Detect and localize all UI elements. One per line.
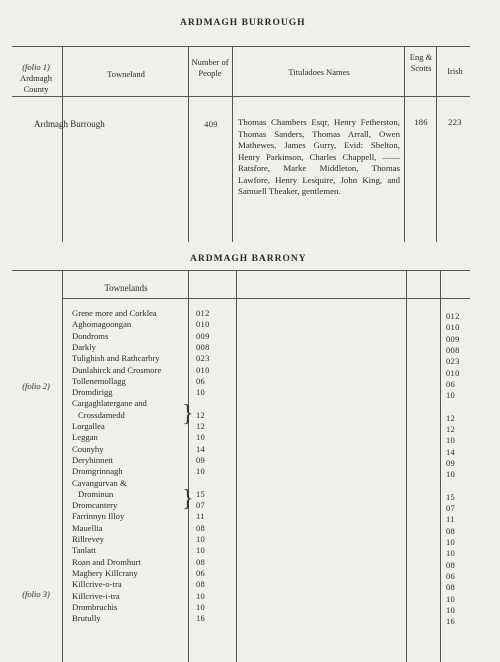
irish-count: 008 bbox=[446, 344, 460, 355]
table2-col-divider bbox=[236, 270, 237, 662]
table1-col-divider bbox=[188, 46, 189, 242]
irish-count: 08 bbox=[446, 525, 456, 536]
brace-icon: } bbox=[182, 486, 194, 512]
number-of-people: 08 bbox=[196, 522, 206, 533]
towneland-name: Aghomagoongan bbox=[72, 319, 132, 330]
folio-2-label: (folio 2) bbox=[22, 381, 50, 391]
irish-count: 16 bbox=[446, 616, 456, 627]
header-tituladoes-names: Tituladoes Names bbox=[288, 67, 350, 77]
towneland-name: Dromgrinnagh bbox=[72, 466, 123, 477]
irish-count: 10 bbox=[446, 604, 456, 615]
table1-top-rule bbox=[12, 46, 470, 47]
table2-col-divider bbox=[406, 270, 407, 662]
number-of-people: 10 bbox=[196, 432, 206, 443]
number-of-people: 10 bbox=[196, 387, 206, 398]
number-of-people: 10 bbox=[196, 466, 206, 477]
folio-3-label: (folio 3) bbox=[22, 589, 50, 599]
towneland-name: Dromcantery bbox=[72, 500, 118, 511]
towneland-name: Mauellia bbox=[72, 522, 103, 533]
number-of-people: 07 bbox=[196, 500, 206, 511]
number-of-people: 08 bbox=[196, 579, 206, 590]
header-folio bbox=[10, 62, 62, 95]
number-of-people: 12 bbox=[196, 421, 206, 431]
folio-1-label: (folio 1) bbox=[22, 62, 50, 72]
irish-count: 009 bbox=[446, 333, 460, 344]
table1-header-rule bbox=[12, 96, 470, 97]
irish-count: 10 bbox=[446, 390, 456, 401]
towneland-name: Roan and Dromhurt bbox=[72, 556, 141, 567]
header-towneland: Towneland bbox=[107, 69, 145, 79]
towneland-name: Crossdamedd bbox=[78, 409, 125, 420]
irish-count: 08 bbox=[446, 559, 456, 570]
eng-cell: 186 bbox=[414, 117, 428, 127]
table1-col-divider bbox=[232, 46, 233, 242]
number-of-people: 023 bbox=[196, 353, 210, 364]
irish-count: 10 bbox=[446, 593, 456, 604]
header-eng-scotts: Eng & Scotts bbox=[409, 52, 433, 73]
number-of-people: 009 bbox=[196, 330, 210, 341]
number-of-people: 10 bbox=[196, 545, 206, 556]
number-of-people: 06 bbox=[196, 375, 206, 386]
header-townelands: Townelands bbox=[104, 283, 148, 293]
irish-count: 15 bbox=[446, 491, 456, 502]
towneland-name: Rillrevey bbox=[72, 534, 104, 544]
irish-cell: 223 bbox=[448, 117, 462, 127]
table2-col-divider bbox=[440, 270, 441, 662]
irish-count: 07 bbox=[446, 503, 456, 514]
towneland-name: Dromdirigg bbox=[72, 387, 113, 398]
irish-count: 023 bbox=[446, 356, 460, 367]
tituladoes-names-cell: Thomas Chambers Esqr, Henry Fetherston, Thomas Sanders, Thomas Arrall, Owen Mathewes, James Gurry, Evid: Shelton, Henry Parkinson, Charles Chappell, —— Ratsfore, Marke Middleton, Thomas Lawfore, Henry Lesquire, John King, and Samuell Theaker, gentlemen. bbox=[238, 117, 400, 196]
header-number-of-people: Number of People bbox=[191, 57, 229, 78]
irish-count: 10 bbox=[446, 537, 456, 547]
towneland-name: Drominun bbox=[78, 488, 114, 499]
table2-top-rule bbox=[12, 270, 470, 271]
county-label: Ardmagh County bbox=[19, 73, 53, 94]
irish-count: 11 bbox=[446, 514, 455, 525]
irish-count: 08 bbox=[446, 582, 456, 593]
number-of-people: 14 bbox=[196, 443, 206, 454]
number-of-people: 012 bbox=[196, 308, 210, 318]
section2-title: ARDMAGH BARRONY bbox=[190, 254, 307, 264]
irish-count: 12 bbox=[446, 424, 456, 434]
number-of-people: 010 bbox=[196, 364, 210, 375]
number-of-people: 09 bbox=[196, 454, 206, 465]
header-irish: Irish bbox=[447, 66, 463, 76]
number-of-people: 06 bbox=[196, 567, 206, 578]
towneland-name: Killcrive-o-tra bbox=[72, 579, 122, 590]
irish-count: 10 bbox=[446, 469, 456, 480]
number-of-people: 11 bbox=[196, 511, 205, 522]
table1-col-divider bbox=[404, 46, 405, 242]
irish-count: 10 bbox=[446, 548, 456, 559]
number-of-people: 15 bbox=[196, 488, 206, 499]
number-of-people: 10 bbox=[196, 590, 206, 601]
brace-icon: } bbox=[182, 401, 194, 427]
section1-title: ARDMAGH BURROUGH bbox=[180, 18, 306, 28]
towneland-name: Dunlahirck and Crosmore bbox=[72, 364, 162, 375]
table1-col-divider bbox=[62, 46, 63, 242]
towneland-name: Brutully bbox=[72, 613, 101, 624]
number-of-people: 008 bbox=[196, 341, 210, 352]
towneland-name: Deryhinnett bbox=[72, 454, 114, 465]
towneland-name: Maghery Killcrany bbox=[72, 567, 138, 578]
towneland-name: Darkly bbox=[72, 341, 96, 352]
table2-col-divider bbox=[62, 270, 63, 662]
towneland-name: Dondroms bbox=[72, 330, 109, 341]
number-of-people: 12 bbox=[196, 409, 206, 420]
irish-count: 14 bbox=[446, 446, 456, 457]
table2-col-divider bbox=[188, 270, 189, 662]
irish-count: 010 bbox=[446, 367, 460, 378]
irish-count: 012 bbox=[446, 311, 460, 321]
number-of-people: 010 bbox=[196, 319, 210, 330]
towneland-name: Cargaghlatergane and bbox=[72, 398, 147, 409]
towneland-name: Tanlatt bbox=[72, 545, 96, 556]
towneland-name: Cavangurvan & bbox=[72, 477, 127, 488]
irish-count: 010 bbox=[446, 322, 460, 333]
number-of-people: 10 bbox=[196, 534, 206, 544]
irish-count: 09 bbox=[446, 457, 456, 468]
irish-count: 10 bbox=[446, 435, 456, 446]
towneland-name: Leggan bbox=[72, 432, 98, 443]
irish-count: 06 bbox=[446, 378, 456, 389]
towneland-name: Counyhy bbox=[72, 443, 104, 454]
towneland-name: Farrinnyn Illoy bbox=[72, 511, 125, 522]
number-of-people: 10 bbox=[196, 601, 206, 612]
table1-col-divider bbox=[436, 46, 437, 242]
irish-count: 12 bbox=[446, 412, 456, 423]
towneland-name: Tollenemollagg bbox=[72, 375, 126, 386]
towneland-name: Lorgallea bbox=[72, 421, 105, 431]
towneland-name: Grene more and Corklea bbox=[72, 308, 157, 318]
towneland-cell: Ardmagh Burrough bbox=[34, 119, 105, 129]
number-of-people: 16 bbox=[196, 613, 206, 624]
towneland-name: Killcrive-i-tra bbox=[72, 590, 120, 601]
towneland-name: Tulighish and Rathcarbry bbox=[72, 353, 160, 364]
irish-count: 06 bbox=[446, 570, 456, 581]
people-cell: 409 bbox=[204, 119, 218, 129]
number-of-people: 08 bbox=[196, 556, 206, 567]
table2-header-rule bbox=[62, 298, 470, 299]
towneland-name: Drombruchis bbox=[72, 601, 118, 612]
